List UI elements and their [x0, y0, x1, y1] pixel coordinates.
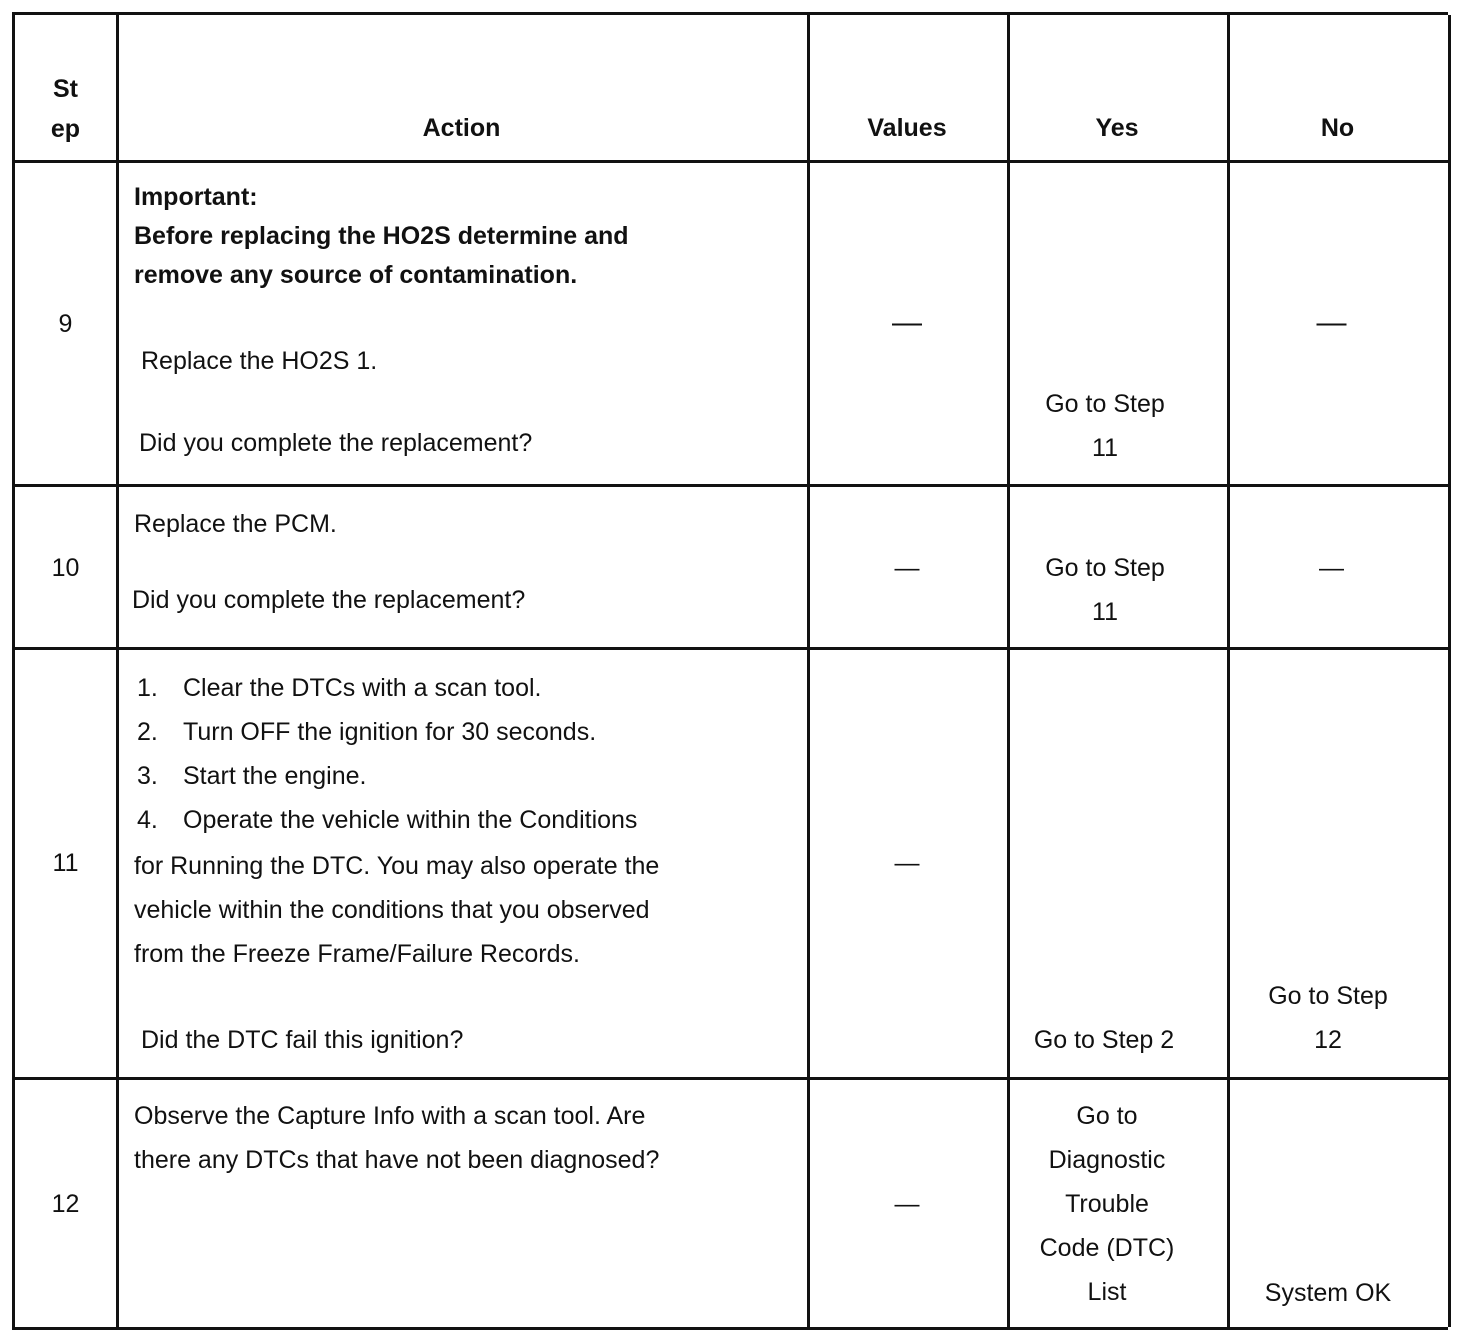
yes-cell: Go to Step 2 — [1033, 1026, 1175, 1054]
header-step: St ep — [50, 75, 81, 143]
list-item: 1. Clear the DTCs with a scan tool. — [137, 674, 542, 702]
step-number: 10 — [51, 554, 80, 582]
action-text: Replace the HO2S 1. — [141, 347, 378, 375]
values-cell: — — [892, 306, 922, 339]
diagnostic-table — [12, 12, 1448, 1330]
action-continuation: for Running the DTC. You may also operate the vehicle within the conditions that you observed from the Freeze Frame/Failure Records. — [134, 852, 660, 968]
no-cell: Go to Step 12 — [1268, 982, 1388, 1054]
header-no: No — [1320, 114, 1355, 142]
yes-cell: Go to Step 11 — [1045, 390, 1165, 462]
values-cell: — — [894, 554, 920, 582]
column-divider — [1448, 15, 1451, 1327]
column-divider — [807, 15, 810, 1327]
row-divider — [15, 1077, 1448, 1080]
row-divider — [15, 160, 1448, 163]
no-cell: — — [1316, 306, 1347, 339]
question-text: Did you complete the replacement? — [139, 429, 533, 457]
header-values: Values — [867, 114, 947, 142]
yes-cell: Go to Diagnostic Trouble Code (DTC) List — [1039, 1102, 1175, 1306]
action-text: Observe the Capture Info with a scan tool. Are there any DTCs that have not been diagnosed? — [134, 1102, 660, 1174]
yes-cell: Go to Step 11 — [1045, 554, 1165, 626]
numbered-list — [137, 666, 637, 842]
values-cell: — — [894, 849, 920, 877]
step-number: 11 — [52, 849, 79, 877]
action-text: Replace the PCM. — [134, 510, 337, 538]
column-divider — [1227, 15, 1230, 1327]
question-text: Did you complete the replacement? — [132, 586, 526, 614]
question-text: Did the DTC fail this ignition? — [141, 1026, 464, 1054]
no-cell: System OK — [1264, 1279, 1392, 1307]
list-item: 3. Start the engine. — [137, 762, 367, 790]
row-divider — [15, 647, 1448, 650]
step-number: 12 — [51, 1190, 80, 1218]
column-divider — [116, 15, 119, 1327]
step-number: 9 — [58, 310, 73, 338]
no-cell: — — [1319, 554, 1344, 582]
list-item: 2. Turn OFF the ignition for 30 seconds. — [137, 718, 597, 746]
values-cell: — — [894, 1190, 920, 1218]
important-label: Important: — [134, 183, 258, 211]
row-divider — [15, 484, 1448, 487]
list-item: 4. Operate the vehicle within the Conditions — [137, 806, 638, 834]
header-yes: Yes — [1095, 114, 1139, 142]
header-action: Action — [422, 114, 501, 142]
important-note: Important: Before replacing the HO2S determine and remove any source of contamination. — [134, 178, 629, 295]
